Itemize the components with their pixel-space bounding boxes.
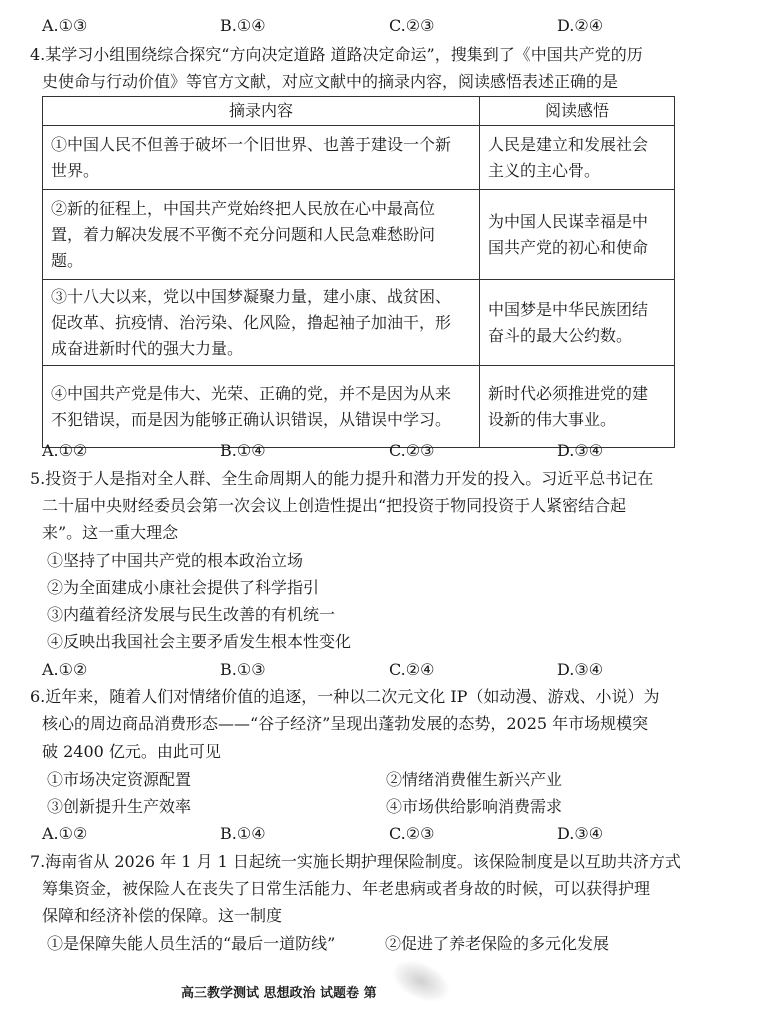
excerpt-text: 题。 xyxy=(51,250,84,270)
header-excerpt: 摘录内容 xyxy=(43,97,480,126)
excerpt-text: ④中国共产党是伟大、光荣、正确的党，并不是因为从来 xyxy=(51,383,452,403)
excerpt-text: 促改革、抗疫情、治污染、化风险，撸起袖子加油干，形 xyxy=(51,312,452,332)
q6-statement-1: ①市场决定资源配置 xyxy=(47,770,192,789)
table-row xyxy=(43,366,675,448)
insight-cell xyxy=(480,190,675,280)
q6-statement-2: ②情绪消费催生新兴产业 xyxy=(386,770,563,789)
q3-option-a: A.①③ xyxy=(42,16,88,35)
q5-stem-line3: 来”。这一重大理念 xyxy=(42,523,179,542)
table-row xyxy=(43,190,675,280)
q6-option-c: C.②③ xyxy=(389,824,435,843)
q6-statement-4: ④市场供给影响消费需求 xyxy=(386,797,563,816)
q5-option-b: B.①③ xyxy=(220,660,266,679)
q5-option-c: C.②④ xyxy=(389,660,435,679)
q3-option-b: B.①④ xyxy=(220,16,266,35)
insight-text: 新时代必须推进党的建 xyxy=(488,383,649,403)
q5-statement-2: ②为全面建成小康社会提供了科学指引 xyxy=(47,578,320,597)
q4-option-d: D.③④ xyxy=(557,441,604,460)
table-row xyxy=(43,126,675,190)
excerpt-text: 不犯错误，而是因为能够正确认识错误，从错误中学习。 xyxy=(51,409,452,429)
insight-cell xyxy=(480,280,675,366)
excerpt-cell xyxy=(43,280,480,366)
q4-option-b: B.①④ xyxy=(220,441,266,460)
scan-smudge xyxy=(388,953,455,1008)
excerpt-cell xyxy=(43,366,480,448)
q4-stem-line1: 4.某学习小组围绕综合探究“方向决定道路 道路决定命运”，搜集到了《中国共产党的历 xyxy=(30,45,643,64)
q6-option-a: A.①② xyxy=(42,824,88,843)
q6-stem-line2: 核心的周边商品消费形态——“谷子经济”呈现出蓬勃发展的态势，2025 年市场规模突 xyxy=(42,714,649,733)
q5-statement-4: ④反映出我国社会主要矛盾发生根本性变化 xyxy=(47,632,352,651)
q7-statement-1: ①是保障失能人员生活的“最后一道防线” xyxy=(47,934,336,953)
excerpt-text: ③十八大以来，党以中国梦凝聚力量，建小康、战贫困、 xyxy=(51,286,452,306)
excerpt-text: 置，着力解决发展不平衡不充分问题和人民急难愁盼问 xyxy=(51,224,436,244)
insight-text: 设新的伟大事业。 xyxy=(488,409,617,429)
insight-text: 主义的主心骨。 xyxy=(488,160,601,180)
header-insight: 阅读感悟 xyxy=(480,97,675,126)
q4-option-a: A.①② xyxy=(42,441,88,460)
q7-stem-line2: 筹集资金，被保险人在丧失了日常生活能力、年老患病或者身故的时候，可以获得护理 xyxy=(42,879,651,898)
insight-cell xyxy=(480,366,675,448)
insight-text: 奋斗的最大公约数。 xyxy=(488,325,633,345)
q7-stem-line1: 7.海南省从 2026 年 1 月 1 日起统一实施长期护理保险制度。该保险制度是以互助共济方式 xyxy=(30,852,681,871)
table-header-row xyxy=(43,97,675,126)
insight-text: 为中国人民谋幸福是中 xyxy=(488,211,649,231)
q3-option-c: C.②③ xyxy=(389,16,435,35)
q7-stem-line3: 保障和经济补偿的保障。这一制度 xyxy=(42,906,283,925)
q6-stem-line1: 6.近年来，随着人们对情绪价值的追逐，一种以二次元文化 IP（如动漫、游戏、小说）为 xyxy=(30,687,660,706)
insight-text: 中国梦是中华民族团结 xyxy=(488,299,649,319)
excerpt-text: 成奋进新时代的强大力量。 xyxy=(51,338,244,358)
insight-text: 国共产党的初心和使命 xyxy=(488,237,649,257)
q6-statement-3: ③创新提升生产效率 xyxy=(47,797,192,816)
q4-stem-line2: 史使命与行动价值》等官方文献，对应文献中的摘录内容，阅读感悟表述正确的是 xyxy=(42,72,619,91)
q6-option-d: D.③④ xyxy=(557,824,604,843)
excerpt-cell xyxy=(43,126,480,190)
excerpt-text: ①中国人民不但善于破坏一个旧世界、也善于建设一个新 xyxy=(51,134,452,154)
insight-text: 人民是建立和发展社会 xyxy=(488,134,649,154)
q5-stem-line2: 二十届中央财经委员会第一次会议上创造性提出“把投资于物同投资于人紧密结合起 xyxy=(42,496,627,515)
q5-stem-line1: 5.投资于人是指对全人群、全生命周期人的能力提升和潜力开发的投入。习近平总书记在 xyxy=(30,469,654,488)
q5-option-a: A.①② xyxy=(42,660,88,679)
q4-option-c: C.②③ xyxy=(389,441,435,460)
page-footer: 高三教学测试 思想政治 试题卷 第 xyxy=(181,986,377,1001)
q5-statement-3: ③内蕴着经济发展与民生改善的有机统一 xyxy=(47,605,336,624)
excerpt-text: 世界。 xyxy=(51,160,100,180)
q5-statement-1: ①坚持了中国共产党的根本政治立场 xyxy=(47,551,304,570)
q3-option-d: D.②④ xyxy=(557,16,604,35)
excerpt-cell xyxy=(43,190,480,280)
q6-option-b: B.①④ xyxy=(220,824,266,843)
table-row xyxy=(43,280,675,366)
insight-cell xyxy=(480,126,675,190)
q7-statement-2: ②促进了养老保险的多元化发展 xyxy=(385,934,610,953)
q6-stem-line3: 破 2400 亿元。由此可见 xyxy=(42,742,221,761)
q5-option-d: D.③④ xyxy=(557,660,604,679)
q4-excerpt-table xyxy=(42,96,675,448)
excerpt-text: ②新的征程上，中国共产党始终把人民放在心中最高位 xyxy=(51,198,436,218)
